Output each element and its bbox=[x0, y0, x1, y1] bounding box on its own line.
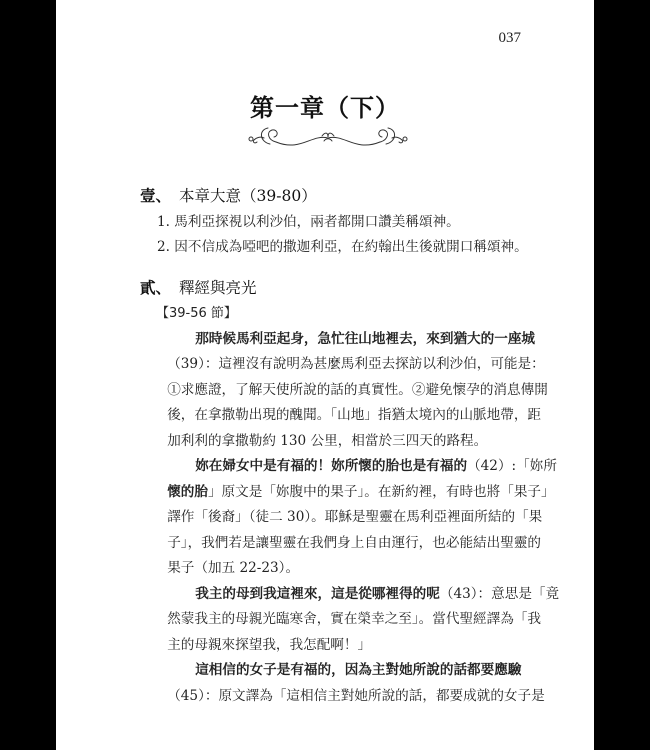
book-page bbox=[56, 0, 594, 750]
text-line: 子」，我們若是讓聖靈在我們身上自由運行，也必能結出聖靈的 bbox=[167, 534, 542, 551]
text-line: 然蒙我主的母親光臨寒舍，實在榮幸之至」。當代聖經譯為「我 bbox=[167, 611, 542, 627]
text-line: 加利利的拿撒勒約 130 公里，相當於三四天的路程。 bbox=[167, 432, 488, 449]
text-line: 主的母親來探望我，我怎配啊！」 bbox=[167, 636, 372, 653]
page-number: 037 bbox=[498, 30, 521, 46]
commentary-paragraph bbox=[140, 454, 580, 582]
text-line: 這相信的女子是有福的，因為主對她所說的話都要應驗 bbox=[195, 662, 522, 678]
text-line: 果子（加五 22-23）。 bbox=[167, 560, 300, 576]
text-line: 妳在婦女中是有福的！妳所懷的胎也是有福的（42）:「妳所 bbox=[195, 458, 557, 474]
section-heading-exegesis bbox=[140, 275, 580, 302]
spacer bbox=[140, 261, 580, 275]
text-line: ①求應證，了解天使所說的話的真實性。②避免懷孕的消息傳開 bbox=[167, 381, 548, 398]
section-numeral: 貳、 bbox=[140, 277, 172, 297]
commentary-paragraph bbox=[140, 658, 580, 709]
text-line: （45）：原文譯為「這相信主對她所說的話，都要成就的女子是 bbox=[167, 687, 545, 704]
text-line: 那時候馬利亞起身，急忙往山地裡去，來到猶大的一座城 bbox=[195, 330, 536, 347]
section-label: 本章大意（39-80） bbox=[179, 187, 317, 205]
summary-item: 1. 馬利亞探視以利沙伯，兩者都開口讚美稱頌神。 bbox=[157, 213, 460, 230]
text-line: 我主的母到我這裡來，這是從哪裡得的呢（43）：意思是「竟 bbox=[195, 585, 560, 602]
text-line: 譯作「後裔」（徒二 30）。耶穌是聖靈在馬利亞裡面所結的「果 bbox=[167, 509, 543, 525]
section-numeral: 壹、 bbox=[140, 186, 172, 205]
section-label: 釋經與亮光 bbox=[179, 278, 257, 297]
text-line: 懷的胎」原文是「妳腹中的果子」。在新約裡，有時也將「果子」 bbox=[167, 483, 555, 500]
commentary-paragraph bbox=[140, 582, 580, 659]
commentary-paragraph bbox=[140, 327, 580, 455]
text-line: 後，在拿撒勒出現的醜聞。「山地」指猶太境內的山脈地帶，距 bbox=[167, 407, 542, 423]
verse-range: 【39-56 節】 bbox=[156, 306, 237, 321]
chapter-title: 第一章（下） bbox=[250, 93, 400, 122]
summary-item: 2. 因不信成為啞吧的撒迦利亞，在約翰出生後就開口稱頌神。 bbox=[157, 239, 528, 255]
page-content bbox=[140, 183, 580, 709]
section-heading-summary bbox=[140, 183, 580, 210]
flourish-divider-icon bbox=[246, 126, 410, 152]
text-line: （39）：這裡沒有說明為甚麼馬利亞去探訪以利沙伯，可能是： bbox=[167, 356, 545, 372]
